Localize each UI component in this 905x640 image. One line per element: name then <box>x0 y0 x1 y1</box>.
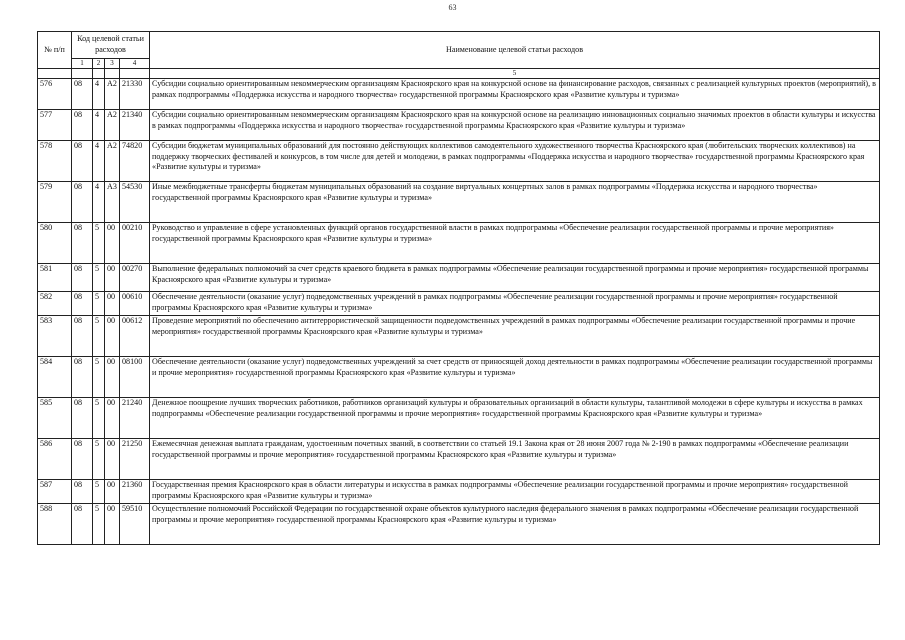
item-description: Выполнение федеральных полномочий за счет средств краевого бюджета в рамках подпрограммы «Обеспечение реализации государственной программы и прочие мероприятия» государственной программы Красноярского края «Развитие культуры и туризма» <box>150 264 880 292</box>
code-part-1: 08 <box>72 110 93 141</box>
row-number: 577 <box>38 110 72 141</box>
item-description: Денежное поощрение лучших творческих работников, работников организаций культуры и образовательных организаций в области культуры, талантливой молодежи в сфере культуры и искусства в рамках подпрограммы «Обеспечение реализации государственной программы и прочие мероприятия» государственной программы Красноярского края «Развитие культуры и туризма» <box>150 398 880 439</box>
table-row <box>38 79 880 110</box>
row-number: 578 <box>38 141 72 182</box>
code-part-4: 21340 <box>120 110 150 141</box>
table-row <box>38 398 880 439</box>
row-number: 588 <box>38 504 72 545</box>
row-number: 586 <box>38 439 72 480</box>
code-part-3: А2 <box>105 141 120 182</box>
code-part-3: 00 <box>105 316 120 357</box>
code-part-3: 00 <box>105 223 120 264</box>
code-part-2: 5 <box>93 357 105 398</box>
item-description: Иные межбюджетные трансферты бюджетам муниципальных образований на создание виртуальных концертных залов в рамках подпрограммы «Поддержка искусства и народного творчества» государственной программы Красноярского края «Развитие культуры и туризма» <box>150 182 880 223</box>
row-number: 584 <box>38 357 72 398</box>
item-description: Государственная премия Красноярского края в области литературы и искусства в рамках подпрограммы «Обеспечение реализации государственной программы и прочие мероприятия» государственной программы Красноярского края «Развитие культуры и туризма» <box>150 480 880 504</box>
budget-items-table <box>37 31 880 545</box>
code-part-4: 21250 <box>120 439 150 480</box>
code-part-4: 00210 <box>120 223 150 264</box>
code-part-3: 00 <box>105 398 120 439</box>
code-part-2: 5 <box>93 480 105 504</box>
item-description: Ежемесячная денежная выплата гражданам, удостоенным почетных званий, в соответствии со статьей 19.1 Закона края от 28 июня 2007 года № 2-190 в рамках подпрограммы «Обеспечение реализации государственной программы и прочие мероприятия» государственной программы Красноярского края «Развитие культуры и туризма» <box>150 439 880 480</box>
code-part-2: 4 <box>93 182 105 223</box>
code-part-3: 00 <box>105 439 120 480</box>
table-row <box>38 357 880 398</box>
item-description: Субсидии социально ориентированным некоммерческим организациям Красноярского края на конкурсной основе на финансирование расходов, связанных с реализацией культурных проектов (мероприятий), в рамках подпрограммы «Поддержка искусства и народного творчества» государственной программы Красноярского края «Развитие культуры и туризма» <box>150 79 880 110</box>
code-part-2: 4 <box>93 79 105 110</box>
item-description: Обеспечение деятельности (оказание услуг) подведомственных учреждений в рамках подпрограммы «Обеспечение реализации государственной программы и прочие мероприятия» государственной программы Красноярского края «Развитие культуры и туризма» <box>150 292 880 316</box>
row-number: 585 <box>38 398 72 439</box>
code-part-1: 08 <box>72 141 93 182</box>
code-part-4: 00610 <box>120 292 150 316</box>
code-part-3: А2 <box>105 79 120 110</box>
item-description: Проведение мероприятий по обеспечению антитеррористической защищенности подведомственных учреждений в рамках подпрограммы «Обеспечение реализации государственной программы и прочие мероприятия» государственной программы Красноярского края «Развитие культуры и туризма» <box>150 316 880 357</box>
table-row <box>38 316 880 357</box>
code-part-1: 08 <box>72 79 93 110</box>
header-num: № п/п <box>38 32 72 69</box>
table-row <box>38 504 880 545</box>
code-part-3: 00 <box>105 357 120 398</box>
code-part-4: 74820 <box>120 141 150 182</box>
code-part-2: 5 <box>93 439 105 480</box>
item-description: Субсидии социально ориентированным некоммерческим организациям Красноярского края на конкурсной основе на реализацию инновационных социально значимых проектов в области культуры и искусства в рамках подпрограммы «Поддержка искусства и народного творчества» государственной программы Красноярского края «Развитие культуры и туризма» <box>150 110 880 141</box>
row-number: 581 <box>38 264 72 292</box>
code-part-1: 08 <box>72 504 93 545</box>
table-row <box>38 292 880 316</box>
code-part-4: 08100 <box>120 357 150 398</box>
table-row <box>38 141 880 182</box>
col-number-5: 5 <box>150 69 880 79</box>
code-part-1: 08 <box>72 316 93 357</box>
code-part-4: 54530 <box>120 182 150 223</box>
code-part-4: 00612 <box>120 316 150 357</box>
col-number-blank <box>93 69 105 79</box>
col-number-1: 1 <box>72 59 93 69</box>
code-part-1: 08 <box>72 398 93 439</box>
item-description: Субсидии бюджетам муниципальных образований для постоянно действующих коллективов самодеятельного художественного творчества Красноярского края (любительских творческих коллективов) на поддержку творческих фестивалей и конкурсов, в том числе для детей и молодежи, в рамках подпрограммы «Поддержка искусства и народного творчества» государственной программы Красноярского края «Развитие культуры и туризма» <box>150 141 880 182</box>
row-number: 580 <box>38 223 72 264</box>
code-part-3: 00 <box>105 264 120 292</box>
page-number: 63 <box>448 3 457 12</box>
row-number: 582 <box>38 292 72 316</box>
code-part-4: 59510 <box>120 504 150 545</box>
header-code: Код целевой статьи расходов <box>72 32 150 59</box>
code-part-3: 00 <box>105 480 120 504</box>
code-part-4: 21330 <box>120 79 150 110</box>
table-row <box>38 110 880 141</box>
code-part-3: 00 <box>105 292 120 316</box>
col-number-blank <box>105 69 120 79</box>
row-number: 583 <box>38 316 72 357</box>
code-part-1: 08 <box>72 223 93 264</box>
col-number-3: 3 <box>105 59 120 69</box>
col-number-blank <box>72 69 93 79</box>
item-description: Осуществление полномочий Российской Федерации по государственной охране объектов культурного наследия федерального значения в рамках подпрограммы «Обеспечение реализации государственной программы и прочие мероприятия» государственной программы Красноярского края «Развитие культуры и туризма» <box>150 504 880 545</box>
code-part-2: 5 <box>93 223 105 264</box>
table-row <box>38 480 880 504</box>
code-part-1: 08 <box>72 292 93 316</box>
code-part-3: А2 <box>105 110 120 141</box>
row-number: 579 <box>38 182 72 223</box>
col-number-4: 4 <box>120 59 150 69</box>
code-part-1: 08 <box>72 480 93 504</box>
code-part-1: 08 <box>72 264 93 292</box>
code-part-2: 4 <box>93 141 105 182</box>
code-part-2: 5 <box>93 264 105 292</box>
code-part-3: А3 <box>105 182 120 223</box>
code-part-2: 5 <box>93 316 105 357</box>
code-part-3: 00 <box>105 504 120 545</box>
item-description: Обеспечение деятельности (оказание услуг) подведомственных учреждений за счет средств от приносящей доход деятельности в рамках подпрограммы «Обеспечение реализации государственной программы и прочие мероприятия» государственной программы Красноярского края «Развитие культуры и туризма» <box>150 357 880 398</box>
row-number: 576 <box>38 79 72 110</box>
col-number-2: 2 <box>93 59 105 69</box>
table-row <box>38 264 880 292</box>
col-number-blank <box>38 69 72 79</box>
code-part-4: 00270 <box>120 264 150 292</box>
code-part-2: 5 <box>93 398 105 439</box>
code-part-2: 5 <box>93 504 105 545</box>
code-part-4: 21360 <box>120 480 150 504</box>
col-number-blank <box>120 69 150 79</box>
table-row <box>38 223 880 264</box>
code-part-1: 08 <box>72 182 93 223</box>
item-description: Руководство и управление в сфере установленных функций органов государственной власти в рамках подпрограммы «Обеспечение реализации государственной программы и прочие мероприятия» государственной программы Красноярского края «Развитие культуры и туризма» <box>150 223 880 264</box>
code-part-4: 21240 <box>120 398 150 439</box>
code-part-1: 08 <box>72 357 93 398</box>
row-number: 587 <box>38 480 72 504</box>
header-name: Наименование целевой статьи расходов <box>150 32 880 69</box>
code-part-2: 4 <box>93 110 105 141</box>
code-part-1: 08 <box>72 439 93 480</box>
code-part-2: 5 <box>93 292 105 316</box>
table-row <box>38 439 880 480</box>
table-row <box>38 182 880 223</box>
